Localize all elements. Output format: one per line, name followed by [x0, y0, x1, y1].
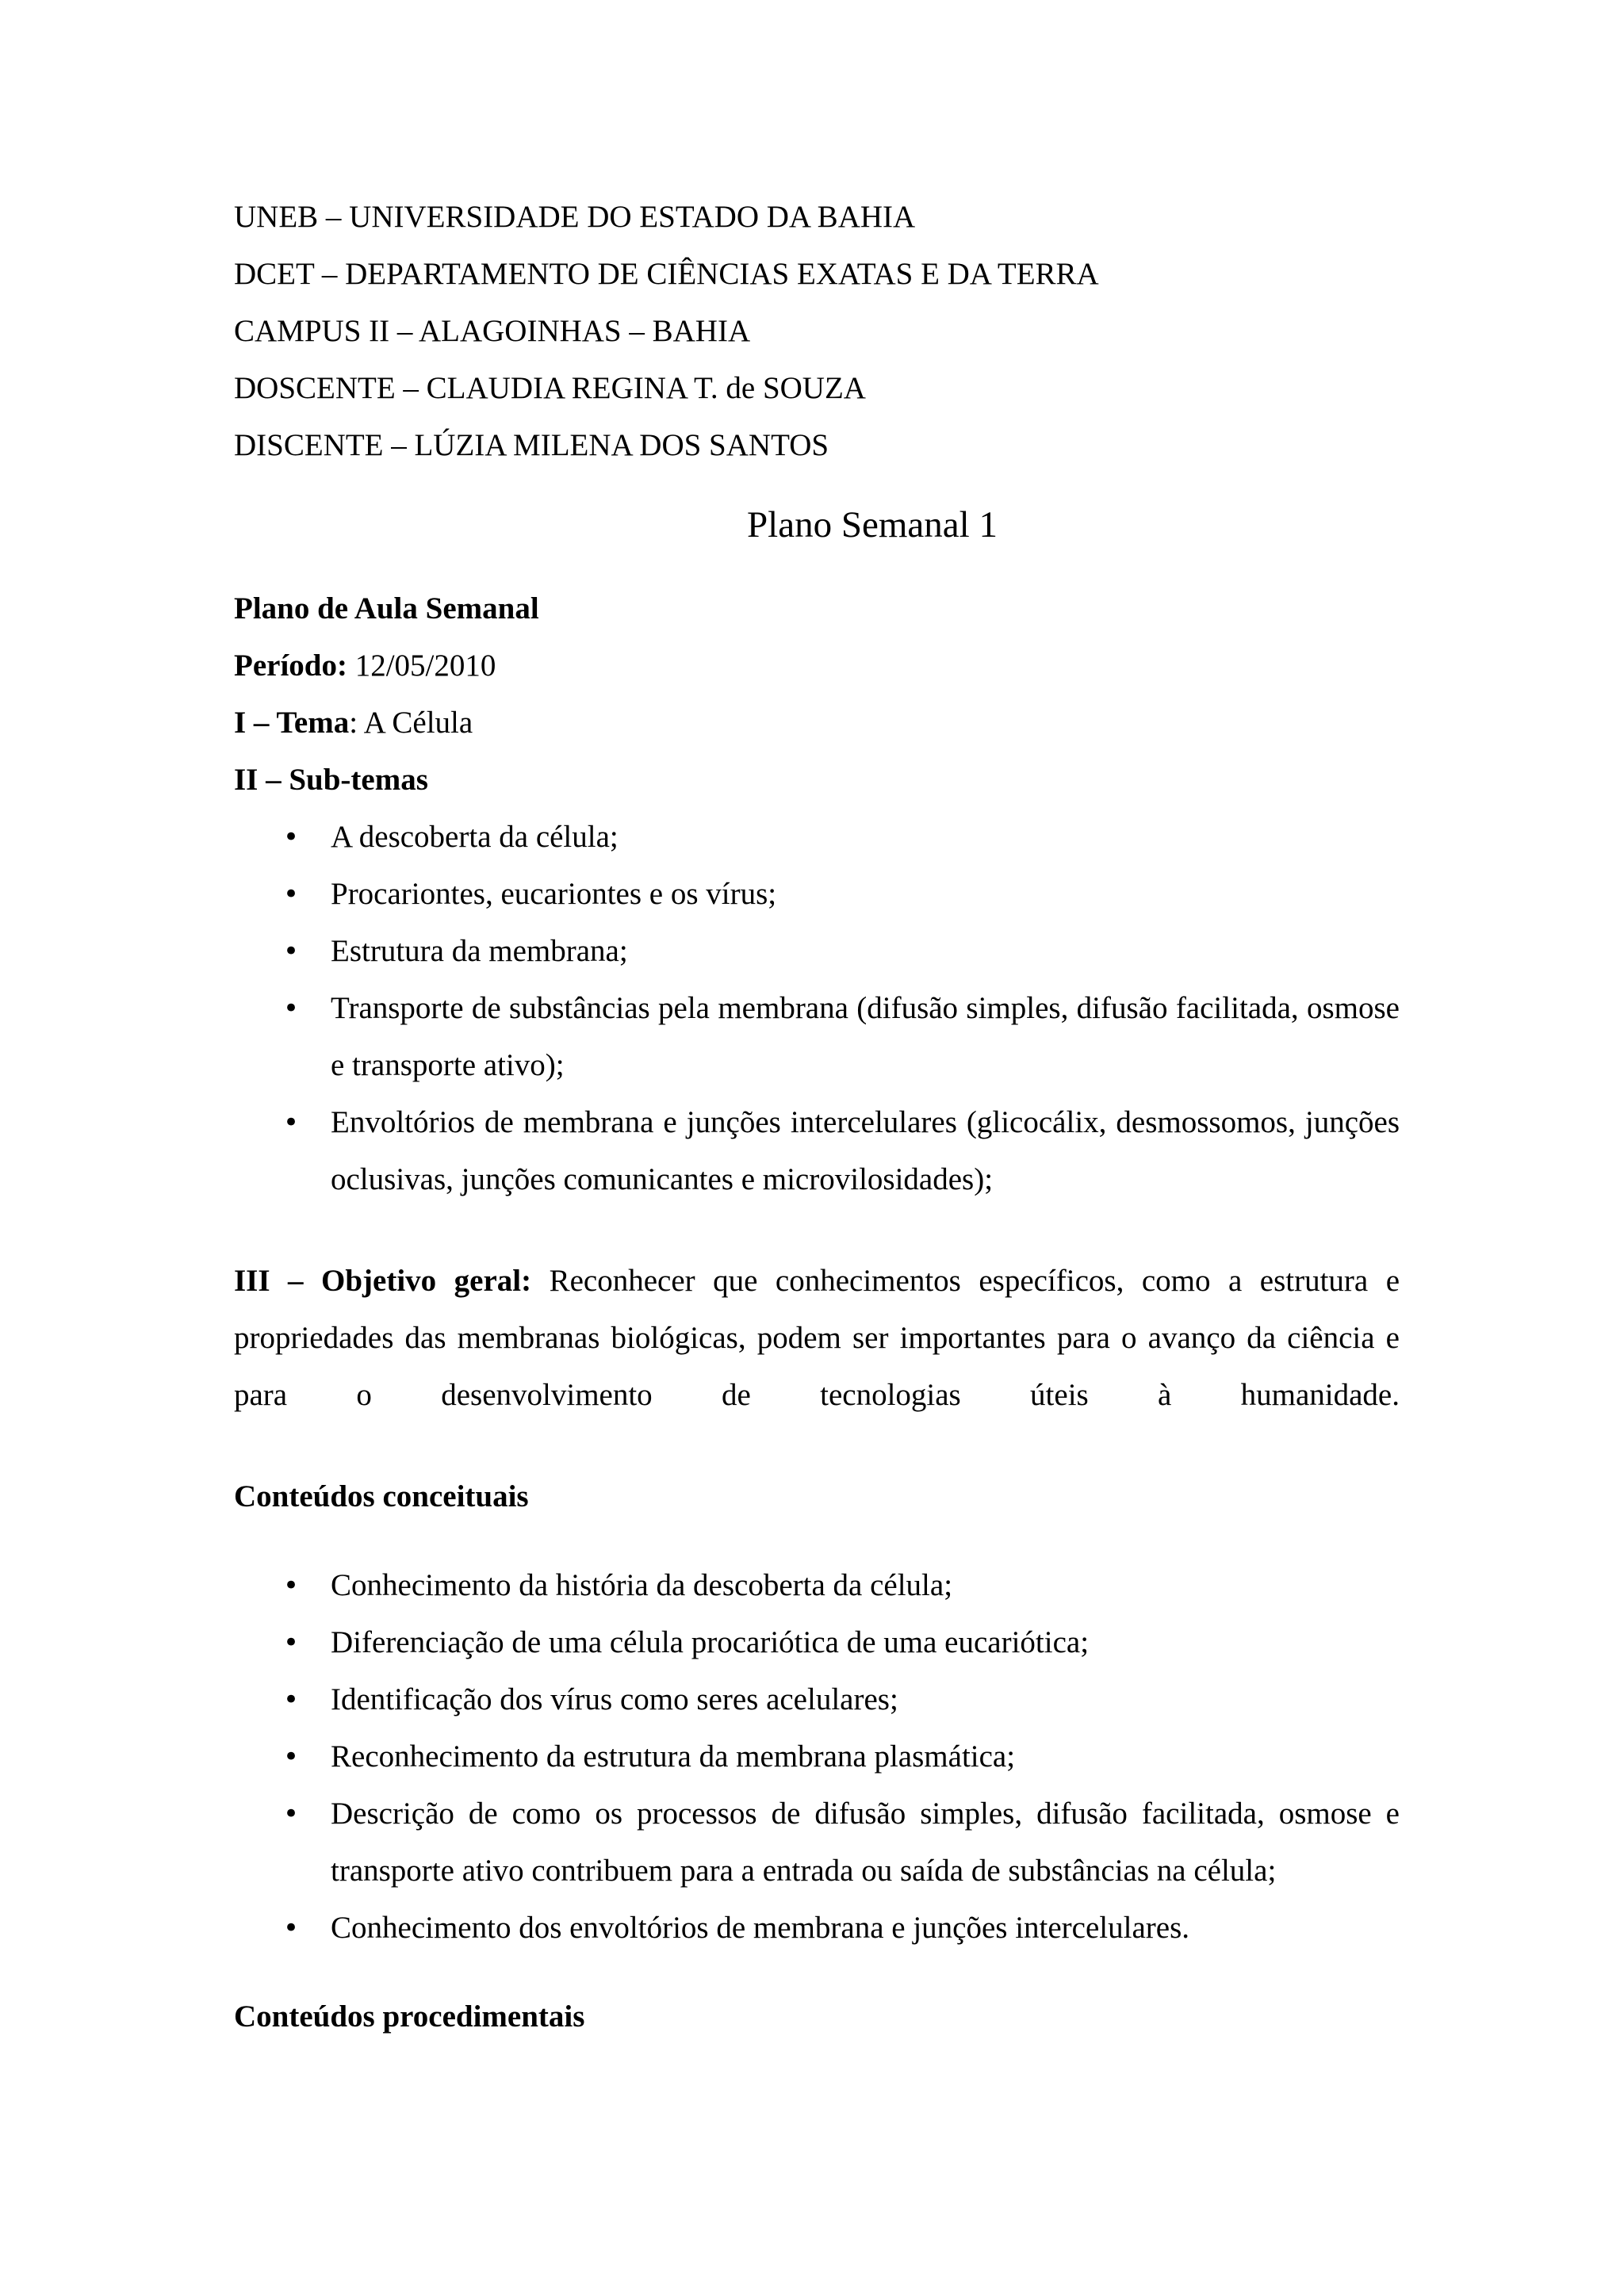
theme-label: I – Tema — [234, 706, 350, 740]
general-objective — [234, 1253, 1400, 1424]
institution-header — [234, 189, 1400, 474]
list-item: • Diferenciação de uma célula procariótica de uma eucariótica; — [234, 1614, 1400, 1671]
header-student: DISCENTE – LÚZIA MILENA DOS SANTOS — [234, 428, 829, 462]
list-item: • Conhecimento da história da descoberta da célula; — [234, 1557, 1400, 1614]
list-item: • Estrutura da membrana; — [234, 923, 1400, 980]
header-department: DCET – DEPARTAMENTO DE CIÊNCIAS EXATAS E DA TERRA — [234, 257, 1099, 291]
header-teacher: DOSCENTE – CLAUDIA REGINA T. de SOUZA — [234, 371, 866, 405]
header-campus: CAMPUS II – ALAGOINHAS – BAHIA — [234, 314, 751, 348]
list-item: • Conhecimento dos envoltórios de membrana e junções intercelulares. — [234, 1900, 1400, 1957]
list-item: • Descrição de como os processos de difusão simples, difusão facilitada, osmose e transporte ativo contribuem para a entrada ou saída de substâncias na célula; — [234, 1785, 1400, 1900]
subtopics-list — [234, 809, 1400, 1208]
list-item: • Identificação dos vírus como seres acelulares; — [234, 1671, 1400, 1728]
document-body — [234, 189, 1400, 2045]
period-line — [234, 637, 1400, 695]
subtopics-heading — [234, 752, 1400, 809]
theme-value: : A Célula — [349, 706, 473, 740]
plan-heading-text: Plano de Aula Semanal — [234, 591, 539, 626]
document-title: Plano Semanal 1 — [747, 504, 998, 545]
objective-label: III – Objetivo geral: — [234, 1264, 532, 1298]
conceptual-heading: Conteúdos conceituais — [234, 1479, 529, 1513]
procedural-heading: Conteúdos procedimentais — [234, 1999, 585, 2034]
header-university: UNEB – UNIVERSIDADE DO ESTADO DA BAHIA — [234, 200, 916, 234]
list-item: • Reconhecimento da estrutura da membrana plasmática; — [234, 1728, 1400, 1785]
period-label: Período: — [234, 649, 347, 683]
theme-line — [234, 695, 1400, 752]
list-item: • Transporte de substâncias pela membrana (difusão simples, difusão facilitada, osmose e transporte ativo); — [234, 980, 1400, 1094]
list-item: • Envoltórios de membrana e junções intercelulares (glicocálix, desmossomos, junções oclusivas, junções comunicantes e microvilosidades); — [234, 1094, 1400, 1208]
period-value: 12/05/2010 — [347, 649, 496, 683]
list-item: • Procariontes, eucariontes e os vírus; — [234, 866, 1400, 923]
objective-text: Reconhecer que conhecimentos específicos, como a estrutura e propriedades das membranas biológicas, podem ser importantes para o avanço da ciência e para o desenvolvimento de tecnologias úteis à humanidade. — [234, 1264, 1400, 1412]
plan-heading — [234, 580, 1400, 637]
subtopics-label: II – Sub-temas — [234, 763, 428, 797]
conceptual-list — [234, 1557, 1400, 1957]
list-item: • A descoberta da célula; — [234, 809, 1400, 866]
